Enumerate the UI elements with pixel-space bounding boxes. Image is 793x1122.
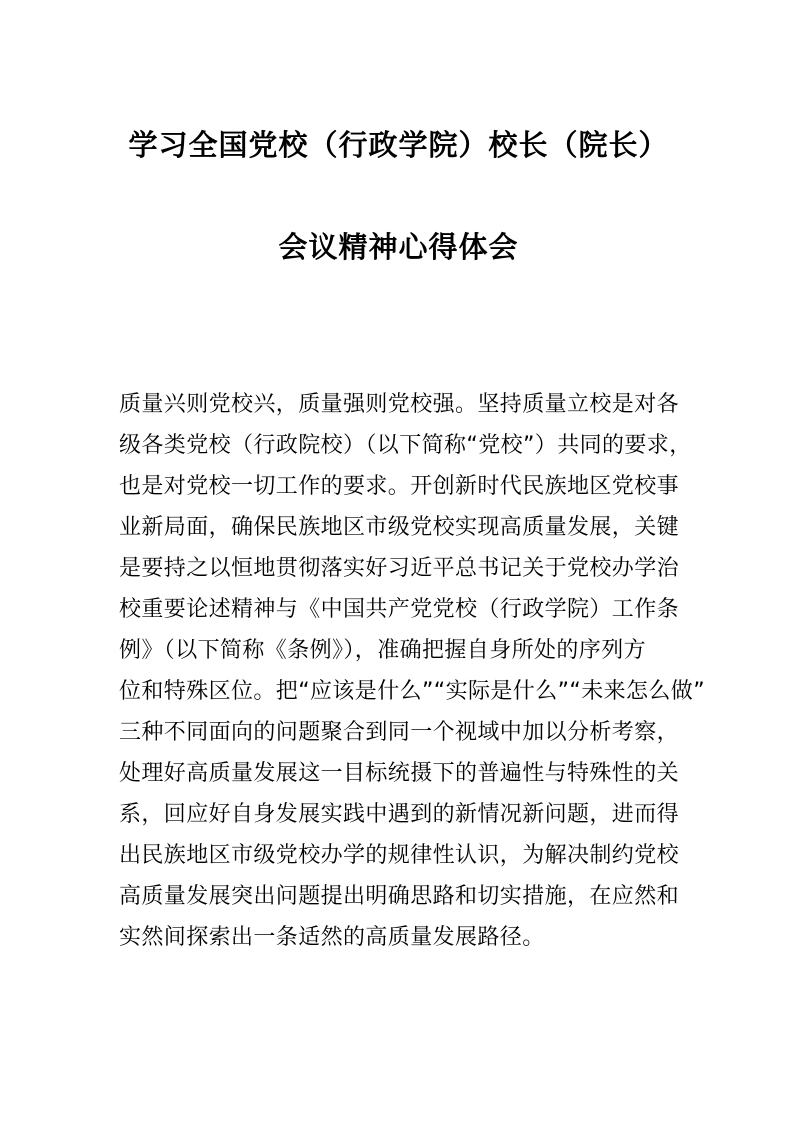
body-text-line-10: 处理好高质量发展这一目标统摄下的普遍性与特殊性的关 (119, 761, 680, 786)
body-text-line-6: 校重要论述精神与《中国共产党党校（行政学院）工作条 (119, 597, 680, 622)
body-text-line-13: 高质量发展突出问题提出明确思路和切实措施，在应然和 (119, 884, 680, 909)
body-text-line-7: 例》（以下简称《条例》），准确把握自身所处的序列方 (119, 638, 647, 663)
body-text-line-3: 也是对党校一切工作的要求。开创新时代民族地区党校事 (119, 474, 680, 499)
body-text-line-11: 系，回应好自身发展实践中遇到的新情况新问题，进而得 (119, 802, 680, 827)
body-text-line-2: 级各类党校（行政院校）（以下简称“党校”）共同的要求， (119, 433, 692, 458)
body-text-line-4: 业新局面，确保民族地区市级党校实现高质量发展，关键 (119, 515, 680, 540)
document-title (119, 125, 678, 268)
body-text-line-1: 质量兴则党校兴，质量强则党校强。坚持质量立校是对各 (119, 392, 680, 417)
document-title-line-1: 学习全国党校（行政学院）校长（院长） (128, 128, 669, 162)
body-text-line-9: 三种不同面向的问题聚合到同一个视域中加以分析考察， (119, 720, 680, 745)
document-title-line-2: 会议精神心得体会 (278, 230, 519, 264)
body-text-line-12: 出民族地区市级党校办学的规律性认识，为解决制约党校 (119, 843, 680, 868)
body-text-line-14: 实然间探索出一条适然的高质量发展路径。 (119, 925, 545, 950)
body-text-line-5: 是要持之以恒地贯彻落实好习近平总书记关于党校办学治 (119, 556, 680, 581)
body-text-line-8: 位和特殊区位。把“应该是什么”“实际是什么”“未来怎么做” (119, 679, 705, 704)
body-paragraph (119, 384, 705, 958)
